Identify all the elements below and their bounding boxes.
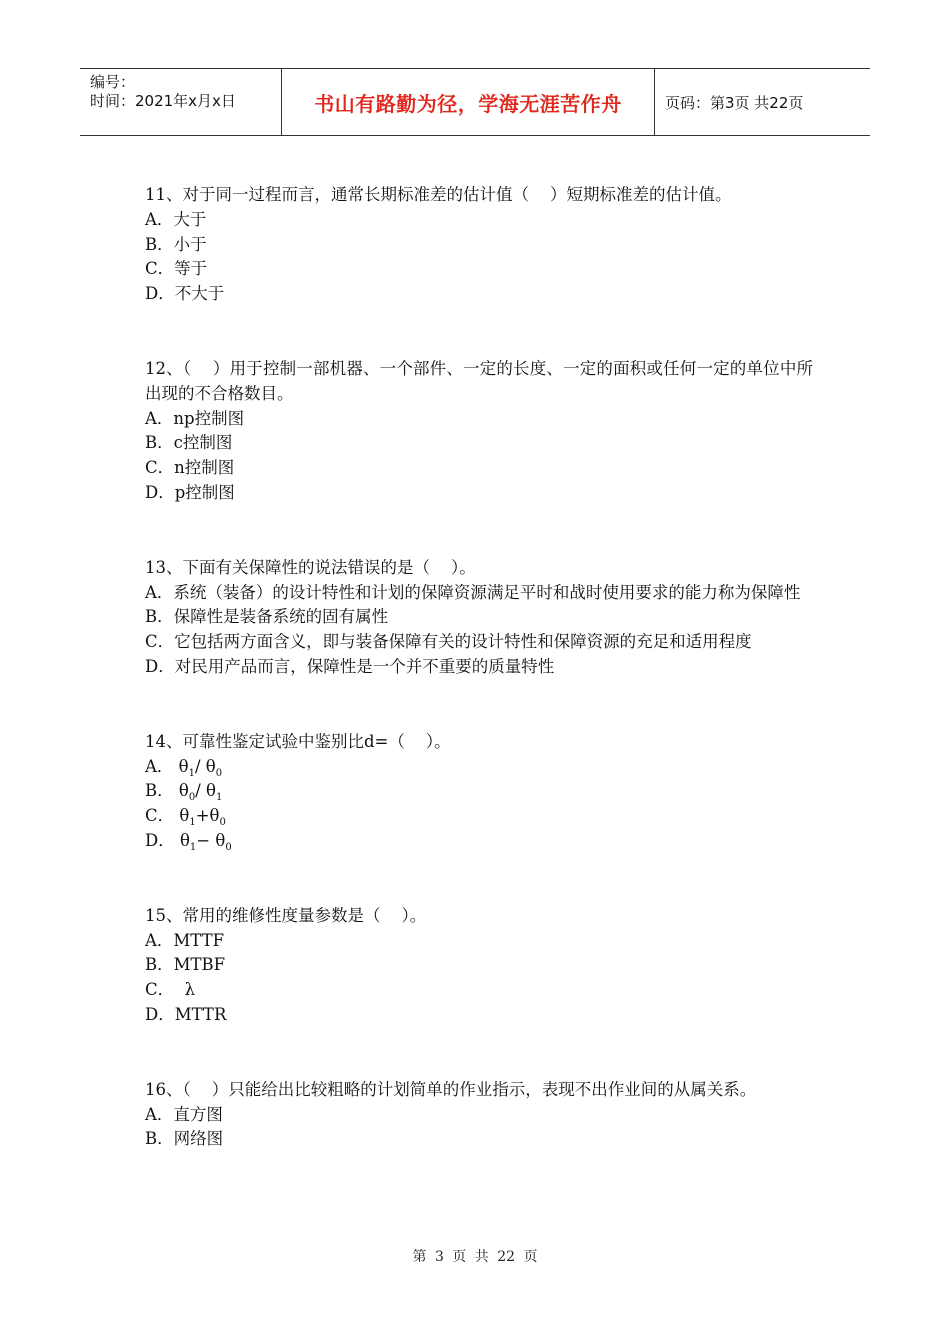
theta-symbol: θ [179, 830, 190, 850]
question-list [145, 183, 813, 1152]
option-b [145, 779, 813, 804]
option-b: B．小于 [145, 234, 207, 254]
question-stem: 11、对于同一过程而言，通常长期标准差的估计值（ ）短期标准差的估计值。 [145, 185, 732, 204]
option-c: C．n控制图 [145, 458, 235, 478]
option-prefix: C． [145, 806, 175, 826]
option-b: B．c控制图 [145, 433, 233, 453]
option-b: B．MTBF [145, 955, 226, 975]
option-prefix: D． [145, 830, 175, 850]
subscript: 1 [189, 841, 197, 853]
footer-page-number: 第 3 页 共 22 页 [412, 1249, 538, 1265]
question-12 [145, 357, 813, 506]
question-16 [145, 1078, 813, 1152]
option-a: A．np控制图 [145, 408, 245, 428]
question-13 [145, 556, 813, 680]
option-a: A．系统（装备）的设计特性和计划的保障资源满足平时和战时使用要求的能力称为保障性 [145, 582, 801, 602]
option-a: A．MTTF [145, 930, 225, 950]
operator: − [196, 830, 211, 850]
subscript: 1 [215, 792, 223, 804]
theta-symbol: θ [178, 756, 189, 776]
option-d: D．不大于 [145, 284, 225, 304]
question-stem: 14、可靠性鉴定试验中鉴别比d=（ ）。 [145, 731, 451, 751]
option-prefix: A． [145, 756, 174, 776]
theta-symbol: θ [206, 781, 216, 801]
option-prefix: B． [145, 781, 174, 801]
option-d: D．对民用产品而言，保障性是一个并不重要的质量特性 [145, 656, 555, 676]
option-d: D．MTTR [145, 1004, 227, 1024]
operator: / [195, 781, 201, 801]
operator: / [194, 756, 201, 776]
header-table [80, 68, 870, 136]
page-footer [0, 1246, 950, 1266]
header-page-cell [655, 69, 870, 135]
page-info: 页码：第3页 共22页 [665, 93, 804, 112]
subscript: 0 [219, 817, 226, 829]
time-label: 时间：2021年x月x日 [90, 92, 236, 110]
option-c [145, 804, 813, 829]
theta-symbol: θ [178, 781, 189, 801]
header-meta-cell [80, 69, 282, 135]
theta-symbol: θ [215, 830, 226, 850]
question-11 [145, 183, 813, 307]
question-stem: 16、（ ）只能给出比较粗略的计划简单的作业指示，表现不出作业间的从属关系。 [145, 1079, 757, 1099]
question-stem: 12、（ ）用于控制一部机器、一个部件、一定的长度、一定的面积或任何一定的单位中所出现的不合格数目。 [145, 358, 813, 403]
motto-text: 书山有路勤为径，学海无涯苦作舟 [314, 91, 622, 116]
option-d [145, 829, 813, 854]
header-motto-cell [282, 69, 655, 135]
subscript: 1 [188, 767, 195, 779]
subscript: 0 [225, 841, 232, 853]
operator: + [195, 806, 210, 826]
option-a: A．直方图 [145, 1104, 223, 1124]
option-a: A．大于 [145, 209, 207, 229]
option-d: D．p控制图 [145, 482, 235, 502]
subscript: 0 [188, 792, 196, 804]
option-c: C．等于 [145, 259, 208, 279]
option-c: C． λ [145, 980, 196, 1000]
serial-label: 编号： [90, 73, 136, 91]
question-15 [145, 904, 813, 1028]
option-a [145, 755, 813, 780]
theta-symbol: θ [209, 806, 220, 826]
question-14 [145, 730, 813, 854]
subscript: 0 [215, 767, 223, 779]
theta-symbol: θ [205, 756, 216, 776]
question-stem: 15、常用的维修性度量参数是（ ）。 [145, 905, 427, 925]
subscript: 1 [189, 817, 196, 829]
option-b: B．保障性是装备系统的固有属性 [145, 607, 389, 627]
option-c: C．它包括两方面含义，即与装备保障有关的设计特性和保障资源的充足和适用程度 [145, 632, 752, 652]
theta-symbol: θ [179, 806, 190, 826]
question-stem: 13、下面有关保障性的说法错误的是（ ）。 [145, 557, 476, 577]
option-b: B．网络图 [145, 1129, 224, 1149]
